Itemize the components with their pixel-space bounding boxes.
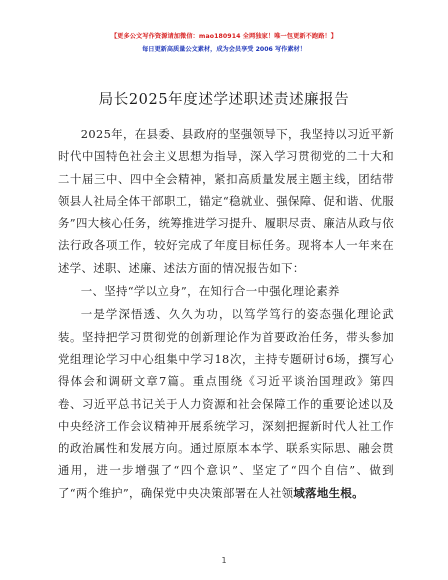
document-body bbox=[58, 123, 394, 504]
section-1-text: 一是学深悟透、久久为功，以笃学笃行的姿态强化理论武装。坚持把学习贯彻党的创新理论作为首要政治任务，带头参加党组理论学习中心组集中学习18次，主持专题研讨6场，撰写心得体会和调研文章7篇。重点围绕《习近平谈治国理政》第四卷、习近平总书记关于人力资源和社会保障工作的重要论述以及中央经济工作会议精神开展系统学习，深刻把握新时代人社工作的政治属性和发展方向。通过原原本本学、联系实际思、融会贯通用，进一步增强了“四个意识”、坚定了“四个自信”、做到了“两个维护”，确保党中央决策部署在人社领 bbox=[58, 307, 394, 500]
document-title: 局长2025年度述学述职述责述廉报告 bbox=[98, 92, 350, 108]
promo-line-2: 每日更新高质量公文素材，成为会员享受 2006 写作素材！ bbox=[142, 46, 306, 53]
intro-paragraph: 2025年，在县委、县政府的坚强领导下，我坚持以习近平新时代中国特色社会主义思想为指导，深入学习贯彻党的二十大和二十届三中、四中全会精神，紧扣高质量发展主题主线，团结带领县人社局全体干部职工，锚定“稳就业、强保障、促和谐、优服务”四大核心任务，统筹推进学习提升、履职尽责、廉洁从政与依法行政各项工作，较好完成了年度目标任务。现将本人一年来在述学、述职、述廉、述法方面的情况报告如下： bbox=[58, 127, 394, 275]
page-number: 1 bbox=[221, 556, 227, 565]
section-1-paragraph bbox=[58, 303, 394, 504]
promo-banner bbox=[0, 30, 448, 56]
section-heading-1: 一、坚持“学以立身”，在知行合一中强化理论素养 bbox=[80, 284, 340, 299]
promo-line-1: 【更多公文写作资源请加微信：mao180914 全网独家！唯一包更新不跑路！】 bbox=[110, 33, 338, 40]
section-1-bold-text: 域落地生根。 bbox=[293, 485, 364, 500]
